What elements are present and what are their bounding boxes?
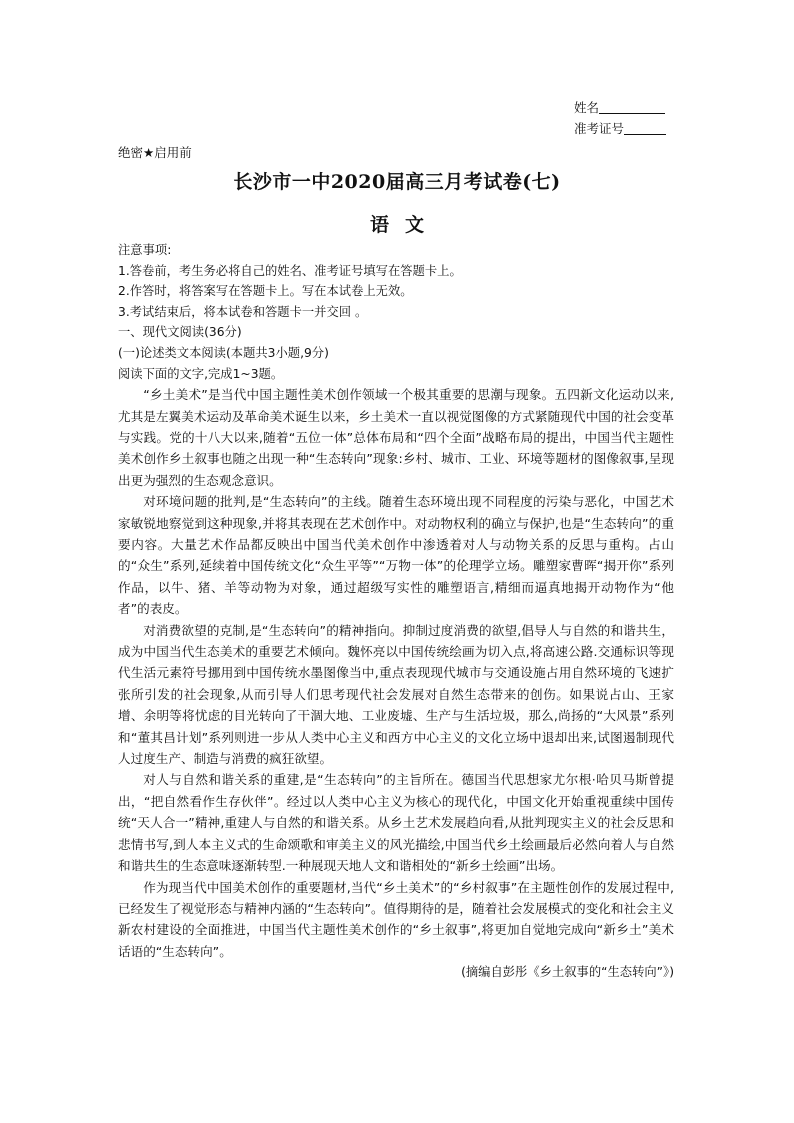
article-source: (摘编自彭彤《乡土叙事的“生态转向”》) [461,965,674,980]
notes-item-3: 3.考试结束后，将本试卷和答题卡一并交回 。 [118,304,368,319]
candidate-info [574,97,684,139]
article-paragraph-1: “乡土美术”是当代中国主题性美术创作领域一个极其重要的思潮与现象。五四新文化运动以来,尤其是左翼美术运动及革命美术诞生以来，乡土美术一直以视觉图像的方式紧随现代中国的社会变革与实践。党的十八大以来,随着“五位一体”总体布局和“四个全面”战略布局的提出，中国当代主题性美术创作乡土叙事也随之出现一种“生态转向”现象:乡村、城市、工业、环境等题材的图像叙事,呈现出更为强烈的生态观念意识。 [118,387,674,488]
article-paragraph-4: 对人与自然和谐关系的重建,是“生态转向”的主旨所在。德国当代思想家尤尔根·哈贝马斯曾提出，“把自然看作生存伙伴”。经过以人类中心主义为核心的现代化，中国文化开始重视重续中国传统“天人合一”精神,重建人与自然的和谐关系。从乡土艺术发展趋向看,从批判现实主义的社会反思和悲情书写,到人本主义式的生命颂歌和审美主义的风光描绘,中国当代乡土绘画最后必然向着人与自然和谐共生的生态意味逐渐转型.一种展现天地人文和谐相处的“新乡土绘画”出场。 [118,772,674,874]
article-paragraph-3: 对消费欲望的克制,是“生态转向”的精神指向。抑制过度消费的欲望,倡导人与自然的和谐共生，成为中国当代生态美术的重要艺术倾向。魏怀亮以中国传统绘画为切入点,将高速公路.交通标识等现代生活元素符号挪用到中国传统水墨图像当中,重点表现现代城市与交通设施占用自然环境的飞速扩张所引发的社会现象,从而引导人们思考现代社会发展对自然生态带来的创伤。如果说占山、王家增、余明等将忧虑的目光转向了干涸大地、工业废墟、生产与生活垃圾，那么,尚扬的“大风景”系列和“董其昌计划”系列则进一步从人类中心主义和西方中心主义的文化立场中退却出来,试图遏制现代人过度生产、制造与消费的疯狂欲望。 [118,622,674,767]
confidential-mark: 绝密★启用前 [118,145,192,160]
subject-title: 语文 [369,214,440,236]
exam-id-field [574,118,684,139]
name-blank [599,100,665,114]
subsection-heading: (一)论述类文本阅读(本题共3小题,9分) [118,345,329,360]
exam-id-blank [624,121,666,135]
section-heading: 一、现代文阅读(36分) [118,325,242,340]
article-paragraph-2: 对环境问题的批判,是“生态转向”的主线。随着生态环境出现不同程度的污染与恶化，中国艺术家敏锐地察觉到这种现象,并将其表现在艺术创作中。对动物权利的确立与保护,也是“生态转向”的重要内容。大量艺术作品都反映出中国当代美术创作中渗透着对人与动物关系的反思与重构。占山的“众生”系列,延续着中国传统文化“众生平等”“万物一体”的伦理学立场。雕塑家曹晖“揭开你”系列作品，以牛、猪、羊等动物为对象，通过超级写实性的雕塑语言,精细而逼真地揭开动物作为“他者”的表皮。 [118,494,674,617]
exam-id-label: 准考证号 [574,121,625,136]
notes-item-2: 2.作答时，将答案写在答题卡上。写在本试卷上无效。 [118,284,413,299]
notes-item-1: 1.答卷前，考生务必将自己的姓名、准考证号填写在答题卡上。 [118,263,462,278]
exam-title: 长沙市一中2020届高三月考试卷(七) [233,171,561,193]
exam-body [118,240,674,983]
reading-instruction: 阅读下面的文字,完成1~3题。 [118,366,284,381]
article-paragraph-5: 作为现当代中国美术创作的重要题材,当代“乡土美术”的“乡村叙事”在主题性创作的发展过程中,已经发生了视觉形态与精神内涵的“生态转向”。值得期待的是，随着社会发展模式的变化和社会主义新农村建设的全面推进，中国当代主题性美术创作的“乡土叙事”,将更加自觉地完成向“新乡土”美术话语的“生态转向”。 [118,879,674,959]
notes-heading: 注意事项: [118,243,172,257]
name-field [574,97,684,118]
name-label: 姓名 [574,100,600,115]
